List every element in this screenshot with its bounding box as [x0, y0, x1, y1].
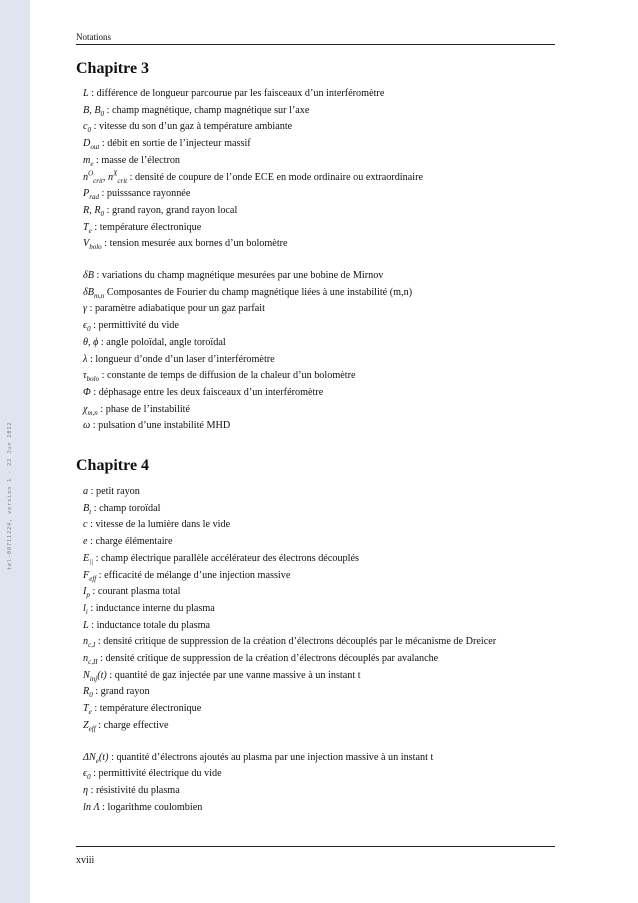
notation-item: [83, 402, 561, 419]
notation-item: [83, 601, 561, 618]
notation-item: [83, 800, 561, 817]
notation-symbol: l: [83, 602, 86, 614]
notation-symbol: c: [83, 121, 88, 133]
page-margin-strip: [0, 0, 30, 903]
notation-subscript: e: [95, 756, 99, 765]
notation-item: [83, 352, 561, 369]
notation-symbol: V: [83, 238, 90, 250]
notation-description: : température électronique: [91, 703, 202, 715]
notation-description: : vitesse du son d’un gaz à température ambiante: [91, 121, 293, 133]
notation-item: [83, 634, 561, 651]
chapter-3-title: Chapitre 3: [76, 60, 150, 77]
chapter-4-title: Chapitre 4: [76, 457, 150, 474]
notation-symbol: c: [83, 519, 88, 531]
notation-description: Composantes de Fourier du champ magnétique liées à une instabilité (m,n): [104, 286, 413, 298]
notation-description: : champ électrique parallèle accélérateur des électrons découplés: [93, 552, 359, 564]
notation-subscript: eff: [88, 724, 96, 733]
notation-symbol: I: [83, 586, 87, 598]
running-header: Notations: [76, 32, 111, 42]
notation-item: [83, 203, 561, 220]
notation-description: : charge élémentaire: [87, 536, 173, 548]
notation-subscript: 0: [87, 126, 92, 135]
notation-symbol: L: [83, 619, 89, 631]
footer-rule: [76, 846, 555, 847]
notation-symbol: R: [83, 686, 90, 698]
notation-item: [83, 584, 561, 601]
notation-subscript: bolo: [86, 375, 100, 384]
notation-description: : inductance totale du plasma: [88, 619, 211, 631]
notation-symbol: λ: [83, 353, 88, 365]
notation-item: [83, 551, 561, 568]
notation-symbol: N: [83, 669, 90, 681]
notation-item: [83, 335, 561, 352]
notation-symbol: F: [83, 569, 90, 581]
notation-symbol: Z: [83, 719, 89, 731]
notation-symbol: L: [83, 88, 89, 99]
notation-description: : pulsation d’une instabilité MHD: [90, 420, 231, 432]
notation-subscript: 0: [89, 691, 93, 700]
notation-item: [83, 368, 561, 385]
notation-symbol: θ, ϕ: [83, 336, 99, 348]
notation-description: : champ toroïdal: [91, 502, 161, 514]
notation-symbol: n: [83, 653, 89, 665]
notation-item: [83, 766, 561, 783]
notation-description: : charge effective: [95, 719, 169, 731]
notation-item: [83, 220, 561, 237]
notation-symbol-part: (t): [98, 751, 109, 763]
notation-description: : petit rayon: [88, 486, 140, 497]
notation-symbol: ΔN: [83, 751, 96, 763]
notation-symbol: ω: [83, 420, 91, 432]
notation-description: : densité de coupure de l’onde ECE en mode ordinaire ou extraordinaire: [127, 171, 423, 183]
notation-symbol: ln Λ: [83, 801, 100, 813]
notation-subscript: rad: [89, 193, 99, 202]
notation-subscript: e: [88, 708, 92, 717]
notation-symbol: η: [83, 784, 89, 796]
notation-symbol: Φ: [83, 386, 91, 398]
notation-item: [83, 651, 561, 668]
notation-subscript: 0: [100, 109, 105, 118]
notation-item: [83, 285, 561, 302]
notation-item: [83, 783, 561, 800]
notation-item: [83, 534, 561, 551]
notation-description: : densité critique de suppression de la création d’électrons découplés par le mécanisme de Dreicer: [95, 636, 497, 648]
notation-subscript: c,I: [88, 641, 96, 650]
notation-symbol-part: , n: [102, 171, 114, 183]
notation-item: [83, 385, 561, 402]
notation-description: : résistivité du plasma: [88, 784, 180, 796]
notation-description: : logarithme coulombien: [99, 801, 203, 813]
notation-symbol: B: [83, 502, 90, 514]
group-spacer: [83, 735, 561, 750]
notation-symbol: T: [83, 221, 89, 233]
group-spacer: [83, 253, 561, 268]
notation-description: : température électronique: [91, 221, 202, 233]
notation-description: : différence de longueur parcourue par les faisceaux d’un interféromètre: [88, 88, 385, 99]
notation-symbol: γ: [83, 303, 88, 315]
notation-symbol: δB: [83, 270, 94, 282]
notation-item: [83, 318, 561, 335]
notation-symbol: e: [83, 536, 88, 548]
notation-symbol: P: [83, 188, 90, 200]
notation-symbol: D: [83, 138, 91, 150]
chapter-3-notation-list: [83, 86, 561, 435]
notation-subscript: bolo: [89, 243, 102, 252]
notation-symbol: ϵ: [83, 768, 88, 780]
notation-item: [83, 268, 561, 285]
notation-symbol: m: [83, 154, 91, 166]
notation-item: [83, 701, 561, 718]
notation-description: : permittivité électrique du vide: [90, 768, 222, 780]
notation-subscript: ||: [89, 557, 94, 566]
notation-item: [83, 186, 561, 203]
notation-item: [83, 170, 561, 187]
notation-description: : angle poloïdal, angle toroïdal: [98, 336, 226, 348]
notation-symbol: E: [83, 552, 90, 564]
archive-identifier: tel-00711224, version 1 - 22 Jun 2012: [7, 421, 13, 570]
notation-superscript: X: [113, 169, 118, 178]
notation-description: : déphasage entre les deux faisceaux d’un interféromètre: [90, 386, 324, 398]
notation-item: [83, 750, 561, 767]
notation-description: : efficacité de mélange d’une injection massive: [96, 569, 291, 581]
notation-symbol: δB: [83, 286, 94, 298]
notation-subscript: i: [85, 607, 88, 616]
notation-description: : puisssance rayonnée: [98, 188, 191, 200]
notation-symbol-part: (t): [97, 669, 107, 681]
notation-symbol: T: [83, 703, 89, 715]
notation-description: : tension mesurée aux bornes d’un bolomètre: [101, 238, 288, 250]
notation-item: [83, 418, 561, 435]
notation-description: : variations du champ magnétique mesurées par une bobine de Mirnov: [93, 270, 384, 282]
notation-subscript: m,n: [93, 291, 105, 300]
notation-item: [83, 501, 561, 518]
notation-subscript: p: [86, 591, 90, 600]
notation-subscript: eff: [89, 574, 97, 583]
notation-item: [83, 86, 561, 103]
notation-symbol: n: [83, 636, 89, 648]
notation-description: : quantité de gaz injectée par une vanne massive à un instant t: [106, 669, 361, 681]
notation-description: : constante de temps de diffusion de la chaleur d’un bolomètre: [99, 370, 356, 382]
notation-subscript: e: [90, 159, 94, 168]
notation-symbol: τ: [83, 370, 87, 382]
notation-symbol: B, B: [83, 104, 101, 116]
notation-item: [83, 119, 561, 136]
chapter-4-notation-list: [83, 484, 561, 816]
header-rule: [76, 44, 555, 45]
notation-description: : grand rayon: [92, 686, 150, 698]
notation-item: [83, 718, 561, 735]
notation-item: [83, 517, 561, 534]
notation-subscript: crit: [93, 176, 103, 185]
notation-item: [83, 153, 561, 170]
notation-subscript: inj: [89, 674, 98, 683]
notation-description: : champ magnétique, champ magnétique sur l’axe: [104, 104, 310, 116]
notation-symbol: a: [83, 486, 89, 497]
notation-subscript: e: [88, 226, 92, 235]
notation-description: : grand rayon, grand rayon local: [104, 204, 238, 216]
notation-symbol: χ: [83, 403, 88, 415]
notation-item: [83, 301, 561, 318]
notation-item: [83, 484, 561, 501]
notation-subscript: 0: [87, 325, 91, 334]
notation-description: : inductance interne du plasma: [87, 602, 215, 614]
notation-item: [83, 236, 561, 253]
notation-subscript: c,II: [88, 658, 98, 667]
notation-description: : courant plasma total: [89, 586, 181, 598]
notation-description: : longueur d’onde d’un laser d’interféromètre: [87, 353, 275, 365]
notation-subscript: m,n: [87, 408, 98, 417]
notation-description: : paramètre adiabatique pour un gaz parfait: [87, 303, 265, 315]
notation-description: : débit en sortie de l’injecteur massif: [99, 138, 251, 150]
notation-symbol: n: [83, 171, 89, 183]
notation-subscript: 0: [100, 209, 105, 218]
notation-description: : densité critique de suppression de la création d’électrons découplés par avalanche: [97, 653, 439, 665]
page-number: xviii: [76, 855, 95, 866]
notation-symbol: R, R: [83, 204, 101, 216]
notation-description: : permittivité du vide: [90, 320, 179, 332]
notation-description: : quantité d’électrons ajoutés au plasma par une injection massive à un instant t: [108, 751, 434, 763]
notation-item: [83, 568, 561, 585]
notation-description: : masse de l’électron: [93, 154, 181, 166]
notation-description: : phase de l’instabilité: [97, 403, 191, 415]
notation-description: : vitesse de la lumière dans le vide: [87, 519, 231, 531]
notation-subscript: t: [89, 507, 92, 516]
notation-subscript: out: [90, 143, 100, 152]
notation-superscript: O: [88, 169, 94, 178]
notation-subscript: 0: [87, 773, 91, 782]
notation-subscript: crit: [117, 176, 128, 185]
notation-item: [83, 684, 561, 701]
notation-item: [83, 103, 561, 120]
notation-item: [83, 136, 561, 153]
notation-item: [83, 618, 561, 635]
notation-symbol: ϵ: [83, 320, 88, 332]
notation-item: [83, 668, 561, 685]
